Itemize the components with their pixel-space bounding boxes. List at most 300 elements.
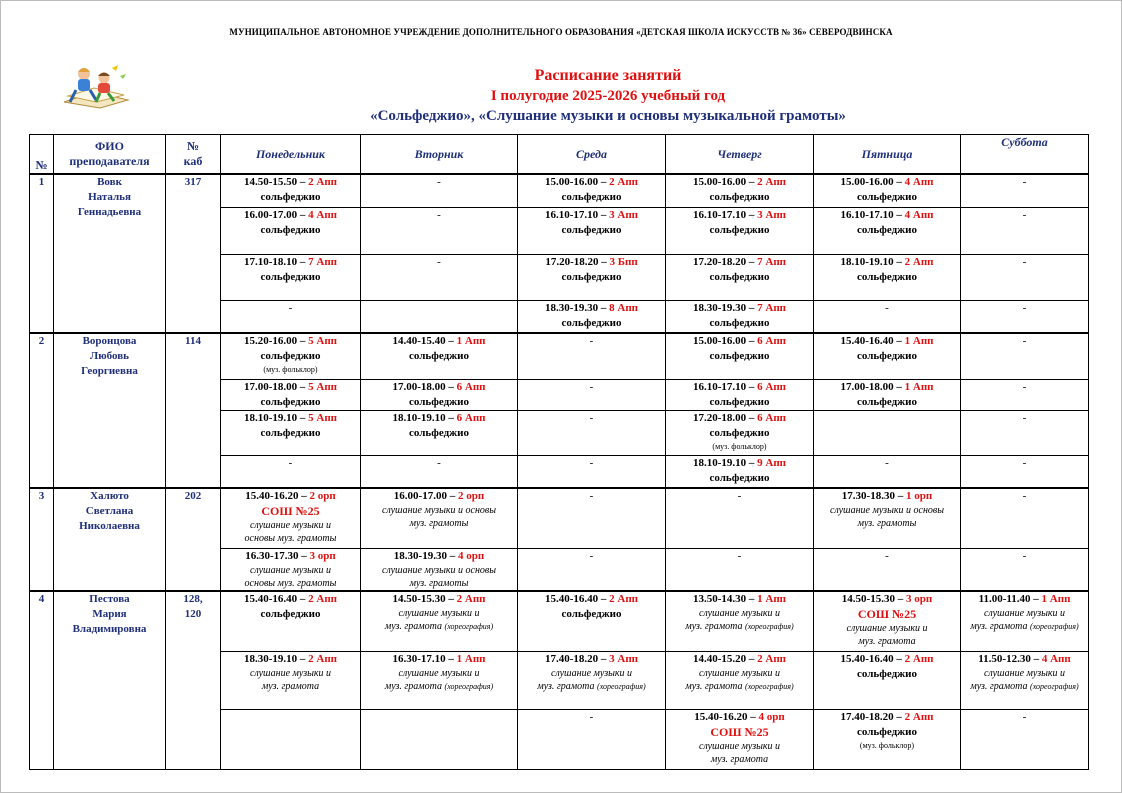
empty-slot-dash: -: [589, 335, 594, 347]
lesson-time: 15.40-16.20 –: [245, 490, 310, 502]
lesson-group: 3 Апп: [609, 652, 639, 665]
empty-slot-dash: -: [589, 456, 594, 469]
lesson-time-line: [814, 652, 960, 667]
lesson-cell: [666, 548, 814, 591]
lesson-cell: [666, 333, 814, 379]
lesson-group: 1 Апп: [1041, 593, 1071, 605]
empty-slot-dash: -: [885, 456, 889, 469]
lesson-time-line: [518, 208, 665, 223]
teacher-group-4: [30, 591, 1089, 769]
lesson-group: 2 Апп: [904, 255, 934, 268]
lesson-time: 16.10-17.10 –: [692, 208, 758, 221]
lesson-time: 17.00-18.00 –: [243, 380, 309, 393]
lesson-time-line: [518, 255, 665, 270]
col-header-saturday: Суббота: [961, 135, 1089, 175]
empty-slot-dash: -: [437, 208, 441, 221]
lesson-group: 9 Апп: [757, 456, 787, 469]
lesson-time-line: [814, 380, 960, 395]
teacher-patronymic: Геннадьевна: [77, 206, 142, 218]
lesson-subject: сольфеджио: [857, 667, 917, 680]
lesson-group: 5 Апп: [308, 335, 338, 347]
col-header-teacher-line2: преподавателя: [69, 154, 150, 168]
lesson-cell: [221, 455, 361, 488]
empty-slot-dash: -: [1022, 208, 1027, 221]
lesson-subject-line1: слушание музыки и: [846, 623, 928, 634]
lesson-cell: [518, 548, 666, 591]
lesson-time: 16.10-17.10 –: [840, 208, 905, 221]
lesson-time: 16.00-17.00 –: [393, 490, 458, 502]
lesson-time: 15.40-16.40 –: [840, 335, 905, 347]
lesson-subject: сольфеджио: [857, 725, 917, 738]
lesson-cell: [361, 709, 518, 769]
lesson-group: 3 орп: [309, 549, 336, 562]
lesson-time: 17.40-18.20 –: [544, 652, 610, 665]
lesson-note: (муз. фольклор): [712, 441, 767, 451]
lesson-cell: [961, 207, 1089, 254]
lesson-cell: [361, 548, 518, 591]
lesson-cell: [961, 548, 1089, 591]
lesson-subject-line2: [666, 753, 813, 766]
lesson-time-line: [518, 301, 665, 316]
lesson-group: 2 Апп: [308, 652, 338, 665]
lesson-cell: [221, 488, 361, 548]
lesson-time: 16.10-17.10 –: [544, 208, 610, 221]
lesson-time: 15.40-16.40 –: [840, 652, 905, 665]
lesson-time: 17.20-18.20 –: [692, 255, 758, 268]
lesson-group: 4 Апп: [308, 208, 338, 221]
lesson-cell: [814, 207, 961, 254]
lesson-subject-line2-text: муз. грамота: [261, 680, 320, 692]
lesson-time-line: [666, 592, 813, 607]
lesson-time: 14.50-15.30 –: [841, 593, 906, 605]
lesson-subject-line2-text: муз. грамота: [710, 753, 769, 765]
lesson-time: 18.30-19.30 –: [544, 301, 610, 314]
teacher-name: [54, 333, 166, 488]
teacher-surname: Халюто: [90, 490, 129, 502]
col-header-room-line2: каб: [183, 154, 203, 168]
lesson-subject: сольфеджио: [260, 608, 321, 620]
lesson-note: (муз. фольклор): [263, 365, 318, 374]
lesson-subject: сольфеджио: [709, 223, 770, 236]
lesson-cell: [518, 207, 666, 254]
empty-slot-dash: -: [1022, 456, 1027, 469]
lesson-subject: сольфеджио: [260, 270, 321, 283]
col-header-room: [166, 135, 221, 175]
lesson-group: 4 орп: [758, 710, 785, 723]
lesson-time-line: [221, 549, 360, 564]
lesson-subject-line1: слушание музыки и основы: [381, 564, 497, 576]
empty-slot-dash: -: [1022, 335, 1027, 347]
schedule-period: I полугодие 2025-2026 учебный год: [490, 88, 726, 104]
lesson-time: 18.30-19.30 –: [393, 549, 458, 562]
lesson-subject: сольфеджио: [561, 270, 622, 283]
lesson-time-line: [814, 208, 960, 223]
lesson-time-line: [666, 652, 813, 667]
teacher-firstname: Мария: [92, 608, 127, 620]
lesson-cell: [221, 207, 361, 254]
lesson-subject: сольфеджио: [709, 270, 770, 283]
lesson-subject-line1: слушание музыки и: [249, 520, 332, 531]
lesson-time-line: [221, 208, 360, 223]
lesson-time-line: [221, 380, 360, 395]
teacher-room-line1: 128,: [183, 593, 203, 605]
lesson-subject-line2: [361, 620, 517, 633]
lesson-time: 15.00-16.00 –: [840, 176, 905, 188]
lesson-cell: [961, 254, 1089, 300]
lesson-time: 18.10-19.10 –: [840, 255, 905, 268]
lesson-subject-line2: [814, 517, 960, 530]
schedule-table: [29, 134, 1089, 770]
teacher-number: 2: [30, 333, 54, 488]
empty-slot-dash: -: [1022, 710, 1027, 723]
lesson-cell: [814, 410, 961, 455]
lesson-time-line: [814, 592, 960, 607]
lesson-cell: [814, 455, 961, 488]
lesson-subject-line2: [666, 680, 813, 693]
lesson-subject-line1: слушание музыки и: [550, 667, 633, 679]
lesson-time: 17.00-18.00 –: [392, 380, 457, 393]
lesson-subject-line2: [361, 680, 517, 693]
lesson-cell: [961, 410, 1089, 455]
teacher-surname: Воронцова: [82, 335, 137, 347]
lesson-group: 5 Апп: [308, 380, 338, 393]
lesson-time: 11.50-12.30 –: [978, 652, 1042, 665]
lesson-subject-line2: [518, 680, 665, 693]
teacher-group-3: [30, 488, 1089, 591]
teacher-patronymic: Николаевна: [79, 520, 140, 532]
lesson-time-line: [666, 334, 813, 349]
lesson-group: 2 орп: [309, 490, 336, 502]
lesson-cell: [518, 379, 666, 410]
lesson-subject: сольфеджио: [260, 395, 321, 408]
teacher-name: [54, 591, 166, 769]
lesson-subject-line2: [666, 620, 813, 633]
lesson-group: 1 Апп: [456, 335, 486, 347]
lesson-time: 14.40-15.20 –: [692, 652, 758, 665]
lesson-subject-line2: [361, 577, 517, 590]
teacher-room-line2: 120: [184, 608, 202, 620]
lesson-group: 7 Апп: [757, 255, 787, 268]
lesson-cell: [814, 254, 961, 300]
lesson-group: 6 Апп: [757, 411, 787, 424]
lesson-cell: [666, 300, 814, 333]
lesson-cell: [518, 651, 666, 709]
lesson-time-line: [814, 334, 960, 349]
lesson-subject-line2: [814, 635, 960, 648]
lesson-group: 4 Апп: [904, 208, 934, 221]
lesson-time-line: [221, 652, 360, 667]
lesson-group: 3 Апп: [757, 208, 787, 221]
lesson-cell: [666, 488, 814, 548]
lesson-time-line: [361, 592, 517, 607]
teacher-room: [166, 591, 221, 769]
lesson-cell: [961, 591, 1089, 651]
teacher-number: 3: [30, 488, 54, 591]
lesson-time: 15.20-16.00 –: [243, 335, 309, 347]
lesson-subject-line2-text: муз. грамоты: [857, 518, 917, 529]
lesson-group: 1 Апп: [904, 335, 934, 347]
lesson-group: 1 Апп: [757, 593, 787, 605]
empty-slot-dash: -: [437, 456, 441, 469]
lesson-cell: [518, 333, 666, 379]
lesson-time-line: [361, 380, 517, 395]
lesson-group: 3 Бпп: [609, 255, 638, 268]
lesson-group: 6 Апп: [456, 380, 486, 393]
lesson-group: 2 Апп: [456, 593, 486, 605]
col-header-thursday: Четверг: [666, 135, 814, 175]
lesson-cell: [814, 174, 961, 207]
lesson-group: 2 Апп: [904, 710, 934, 723]
teacher-surname: Пестова: [89, 593, 130, 605]
lesson-cell: [361, 410, 518, 455]
lesson-subject-line1: слушание музыки и: [249, 564, 332, 576]
lesson-note: (хореография): [745, 681, 794, 691]
lesson-time: 17.40-18.20 –: [840, 710, 905, 723]
lesson-subject: сольфеджио: [260, 191, 321, 203]
lesson-subject: сольфеджио: [857, 270, 917, 283]
lesson-group: 7 Апп: [308, 255, 338, 268]
empty-slot-dash: -: [437, 176, 441, 188]
empty-slot-dash: -: [589, 710, 594, 723]
lesson-time-line: [814, 175, 960, 190]
lesson-subject: сольфеджио: [709, 191, 770, 203]
lesson-subject: сольфеджио: [709, 395, 770, 408]
empty-slot-dash: -: [737, 490, 742, 502]
lesson-time-line: [361, 489, 517, 504]
lesson-time-line: [221, 255, 360, 270]
lesson-group: 2 Апп: [757, 176, 787, 188]
empty-slot-dash: -: [288, 456, 293, 469]
lesson-cell: [814, 300, 961, 333]
lesson-subject-line1: слушание музыки и: [249, 667, 332, 679]
lesson-time: 15.40-16.40 –: [544, 593, 610, 605]
lesson-cell: [518, 254, 666, 300]
lesson-time-line: [221, 411, 360, 426]
lesson-note: (хореография): [597, 681, 646, 691]
lesson-cell: [814, 379, 961, 410]
teacher-group-2: [30, 333, 1089, 488]
lesson-cell: [361, 651, 518, 709]
lesson-cell: [361, 591, 518, 651]
lesson-subject-line2-text: муз. грамота: [685, 680, 743, 692]
empty-slot-dash: -: [1022, 255, 1027, 268]
lesson-subject: сольфеджио: [709, 350, 770, 362]
lesson-time: 16.10-17.10 –: [692, 380, 758, 393]
lesson-time-line: [221, 334, 360, 349]
lesson-cell: [221, 300, 361, 333]
lesson-time-line: [221, 592, 360, 607]
lesson-group: 3 орп: [905, 593, 933, 605]
col-header-teacher: [54, 135, 166, 175]
lesson-cell: [221, 591, 361, 651]
lesson-note: (муз. фольклор): [859, 740, 915, 750]
col-header-monday: Понедельник: [221, 135, 361, 175]
table-row: [30, 174, 1089, 207]
lesson-cell: [518, 455, 666, 488]
lesson-group: 2 орп: [457, 490, 485, 502]
lesson-time: 17.10-18.10 –: [243, 255, 309, 268]
empty-slot-dash: -: [437, 255, 441, 268]
lesson-cell: [361, 333, 518, 379]
col-header-teacher-line1: ФИО: [95, 139, 124, 153]
lesson-time-line: [961, 592, 1088, 607]
lesson-time: 15.40-16.20 –: [694, 710, 759, 723]
lesson-cell: [814, 591, 961, 651]
lesson-cell: [814, 333, 961, 379]
lesson-subject-line2: [961, 680, 1088, 693]
lesson-time-line: [221, 175, 360, 190]
table-row: [30, 333, 1089, 379]
lesson-subject: сольфеджио: [709, 471, 770, 484]
empty-slot-dash: -: [1022, 301, 1027, 314]
lesson-cell: [814, 709, 961, 769]
lesson-subject: сольфеджио: [260, 223, 321, 236]
lesson-time: 15.00-16.00 –: [692, 335, 758, 347]
lesson-group: 6 Апп: [757, 380, 787, 393]
lesson-subject: сольфеджио: [260, 426, 321, 439]
lesson-cell: [961, 651, 1089, 709]
lesson-group: 7 Апп: [757, 301, 787, 314]
empty-slot-dash: -: [589, 549, 594, 562]
lesson-subject-line1: слушание музыки и: [698, 667, 781, 679]
lesson-subject-line2-text: муз. грамота: [685, 621, 743, 632]
lesson-cell: [361, 488, 518, 548]
lesson-note: (хореография): [745, 622, 794, 631]
lesson-subject: сольфеджио: [857, 395, 917, 408]
lesson-cell: [518, 300, 666, 333]
lesson-group: 8 Апп: [609, 301, 639, 314]
lesson-cell: [814, 651, 961, 709]
lesson-cell: [814, 488, 961, 548]
teacher-patronymic: Владимировна: [72, 623, 147, 635]
lesson-group: 1 орп: [905, 490, 933, 502]
lesson-time-line: [518, 592, 665, 607]
lesson-subject-line1: слушание музыки и: [698, 740, 781, 752]
lesson-group: 2 Апп: [757, 652, 787, 665]
lesson-cell: [666, 410, 814, 455]
table-row: [30, 591, 1089, 651]
lesson-group: 5 Апп: [308, 411, 338, 424]
teacher-patronymic: Георгиевна: [81, 365, 138, 377]
lesson-note: (хореография): [1030, 681, 1079, 691]
lesson-time: 14.50-15.50 –: [243, 176, 309, 188]
lesson-cell: [361, 254, 518, 300]
lesson-subject-line2: [361, 517, 517, 530]
lesson-time-line: [814, 489, 960, 504]
lesson-time: 18.10-19.10 –: [243, 411, 309, 424]
lesson-group: 6 Апп: [456, 411, 486, 424]
lesson-cell: [221, 548, 361, 591]
lesson-time: 18.10-19.10 –: [392, 411, 457, 424]
lesson-cell: [666, 455, 814, 488]
lesson-subject: сольфеджио: [857, 350, 917, 362]
lesson-time-line: [814, 710, 960, 725]
lesson-time-line: [221, 489, 360, 504]
lesson-subject-line2-text: муз. грамота: [384, 680, 443, 692]
lesson-subject: сольфеджио: [561, 316, 622, 329]
lesson-subject: сольфеджио: [409, 426, 469, 439]
lesson-subject-line1: слушание музыки и: [983, 667, 1066, 679]
lesson-time-line: [361, 334, 517, 349]
lesson-subject: сольфеджио: [561, 191, 622, 203]
col-header-wednesday: Среда: [518, 135, 666, 175]
lesson-time: 18.30-19.30 –: [692, 301, 758, 314]
teacher-number: 1: [30, 174, 54, 333]
lesson-group: 6 Апп: [757, 335, 787, 347]
empty-slot-dash: -: [885, 549, 889, 562]
lesson-cell: [361, 300, 518, 333]
lesson-subject: сольфеджио: [561, 608, 622, 620]
lesson-group: 4 орп: [457, 549, 485, 562]
lesson-cell: [361, 207, 518, 254]
teacher-room: 202: [166, 488, 221, 591]
organization-name: МУНИЦИПАЛЬНОЕ АВТОНОМНОЕ УЧРЕЖДЕНИЕ ДОПОЛНИТЕЛЬНОГО ОБРАЗОВАНИЯ «ДЕТСКАЯ ШКОЛА ИСКУССТВ № 36» СЕВЕРОДВИНСКА: [229, 27, 893, 37]
lesson-time-line: [814, 255, 960, 270]
lesson-subject-line2: [221, 680, 360, 693]
empty-slot-dash: -: [589, 490, 594, 502]
lesson-time-line: [666, 456, 813, 471]
empty-slot-dash: -: [589, 380, 594, 393]
lesson-subject-line2-text: муз. грамота: [537, 680, 595, 692]
lesson-cell: [518, 709, 666, 769]
lesson-cell: [361, 174, 518, 207]
lesson-group: 2 Апп: [904, 652, 934, 665]
lesson-subject: сольфеджио: [857, 223, 917, 236]
lesson-cell: [221, 410, 361, 455]
lesson-subject: сольфеджио: [260, 350, 321, 362]
lesson-time: 11.00-11.40 –: [978, 593, 1042, 605]
lesson-note: (хореография): [444, 681, 494, 691]
lesson-group: 1 Апп: [456, 652, 486, 665]
lesson-cell: [961, 300, 1089, 333]
teacher-number: 4: [30, 591, 54, 769]
lesson-group: 2 Апп: [308, 176, 338, 188]
lesson-group: 1 Апп: [904, 380, 934, 393]
lesson-subject-line1: слушание музыки и основы: [381, 505, 497, 516]
teacher-firstname: Любовь: [90, 350, 129, 362]
lesson-cell: [518, 488, 666, 548]
lesson-time: 15.00-16.00 –: [544, 176, 610, 188]
lesson-time: 18.10-19.10 –: [692, 456, 758, 469]
lesson-time: 16.00-17.00 –: [243, 208, 309, 221]
empty-slot-dash: -: [589, 411, 594, 424]
lesson-time: 15.40-16.40 –: [243, 593, 309, 605]
lesson-cell: [666, 651, 814, 709]
lesson-cell: [361, 379, 518, 410]
lesson-cell: [961, 174, 1089, 207]
lesson-time-line: [666, 411, 813, 426]
lesson-subject-line1: слушание музыки и основы: [829, 505, 945, 516]
lesson-cell: [221, 709, 361, 769]
lesson-time: 14.50-15.30 –: [392, 593, 457, 605]
lesson-cell: [518, 410, 666, 455]
lesson-time-line: [961, 652, 1088, 667]
col-header-room-line1: №: [186, 139, 200, 153]
col-header-tuesday: Вторник: [361, 135, 518, 175]
lesson-subject-line2-text: муз. грамоты: [409, 577, 469, 589]
lesson-cell: [666, 254, 814, 300]
lesson-cell: [961, 333, 1089, 379]
lesson-time: 14.40-15.40 –: [392, 335, 457, 347]
lesson-subject-line2: [221, 577, 360, 590]
empty-slot-dash: -: [737, 549, 742, 562]
empty-slot-dash: -: [1022, 549, 1027, 562]
empty-slot-dash: -: [1022, 176, 1027, 188]
lesson-group: 2 Апп: [308, 593, 338, 605]
lesson-subject-line2-text: муз. грамота: [970, 621, 1028, 632]
lesson-time-line: [666, 175, 813, 190]
schedule-title: Расписание занятий: [534, 67, 682, 84]
